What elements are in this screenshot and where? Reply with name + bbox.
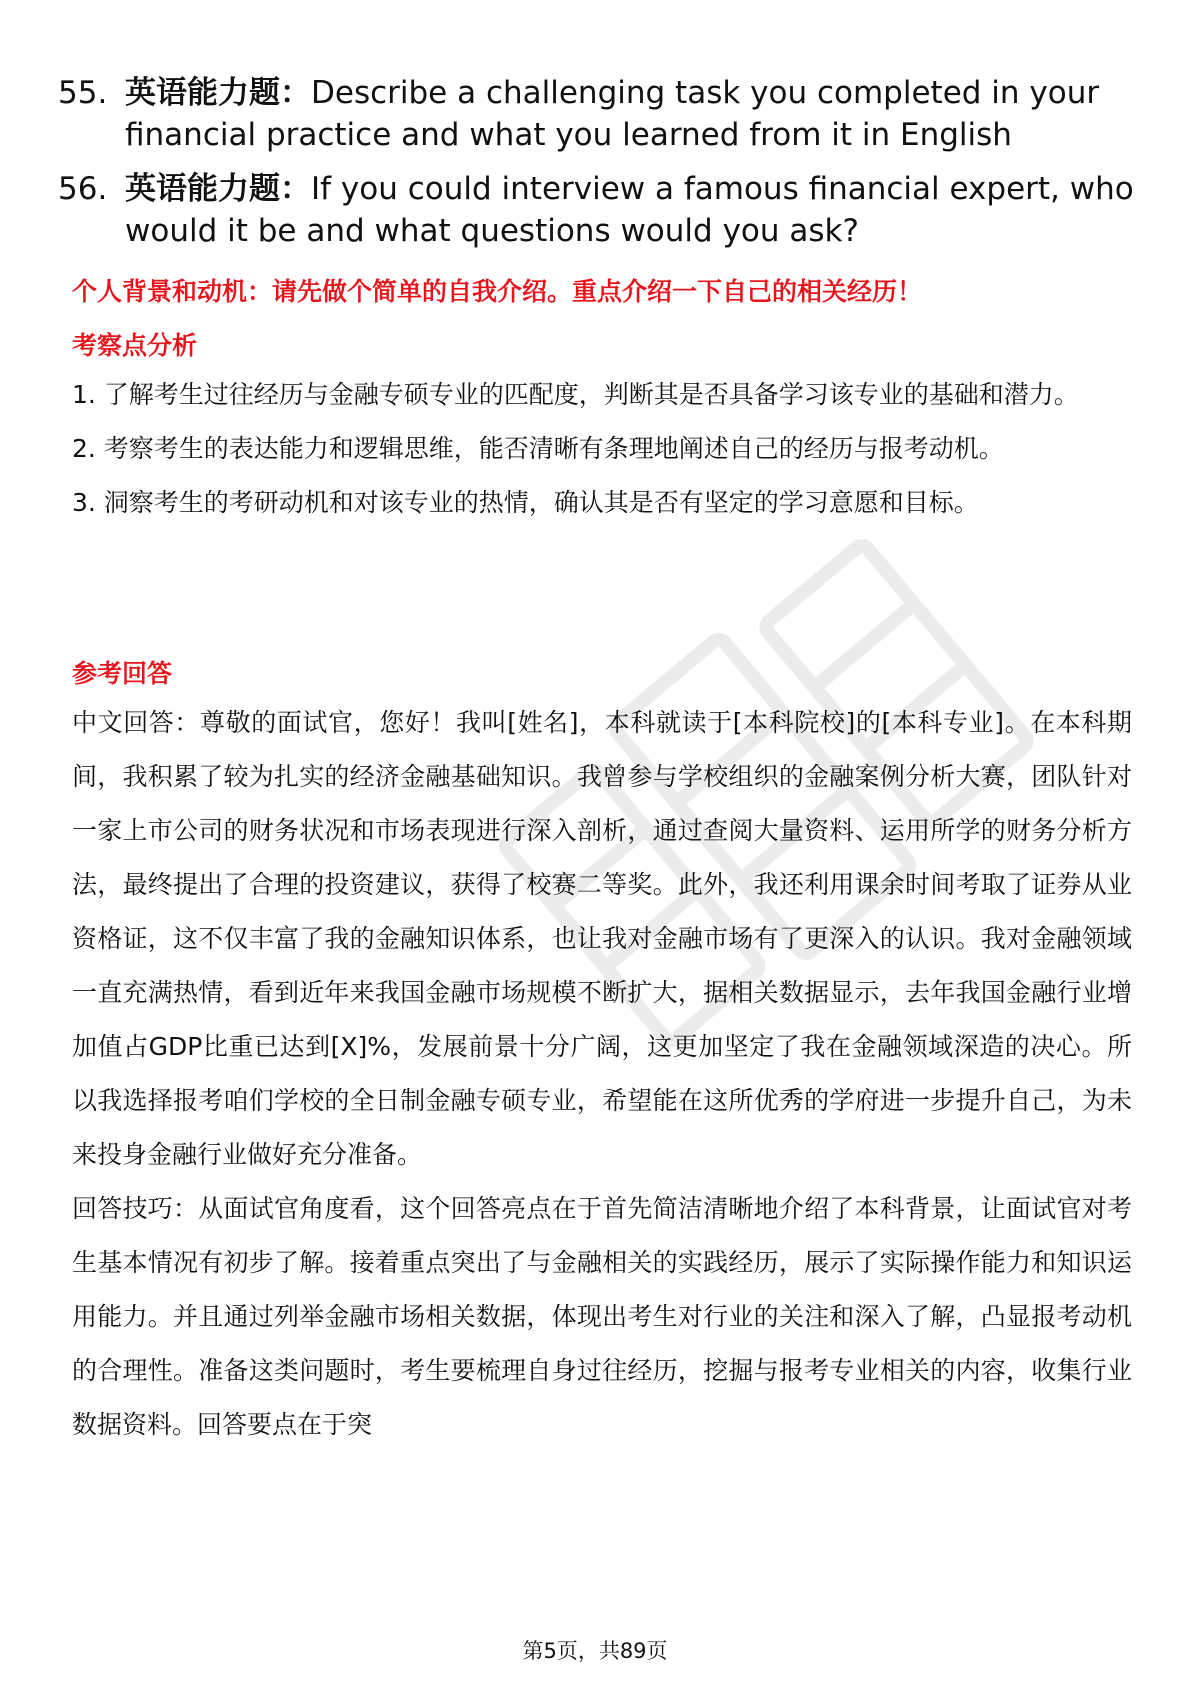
reference-answer: 中文回答：尊敬的面试官，您好！我叫[姓名]，本科就读于[本科院校]的[本科专业]。在本科期间，我积累了较为扎实的经济金融基础知识。我曾参与学校组织的金融案例分析大赛，团队针对一家上市公司的财务状况和市场表现进行深入剖析，通过查阅大量资料、运用所学的财务分析方法，最终提出了合理的投资建议，获得了校赛二等奖。此外，我还利用课余时间考取了证券从业资格证，这不仅丰富了我的金融知识体系，也让我对金融市场有了更深入的认识。我对金融领域一直充满热情，看到近年来我国金融市场规模不断扩大，据相关数据显示，去年我国金融行业增加值占GDP比重已达到[X]%，发展前景十分广阔，这更加坚定了我在金融领域深造的决心。所以我选择报考咱们学校的全日制金融专硕专业，希望能在这所优秀的学府进一步提升自己，为未来投身金融行业做好充分准备。 bbox=[72, 708, 1132, 1169]
analysis-point: 1. 了解考生过往经历与金融专硕专业的匹配度，判断其是否具备学习该专业的基础和潜力。 bbox=[72, 380, 1079, 409]
reference-answer-block bbox=[72, 696, 1132, 1452]
question-number: 55. bbox=[58, 75, 108, 111]
analysis-heading: 考察点分析 bbox=[72, 331, 198, 360]
question-tag: 英语能力题： bbox=[125, 75, 311, 111]
analysis-point: 3. 洞察考生的考研动机和对该专业的热情，确认其是否有坚定的学习意愿和目标。 bbox=[72, 488, 979, 517]
analysis-points bbox=[72, 368, 1132, 530]
question-55 bbox=[58, 72, 1138, 156]
question-text: Describe a challenging task you completed in your financial practice and what you learned from it in English bbox=[125, 75, 1100, 153]
analysis-point: 2. 考察考生的表达能力和逻辑思维，能否清晰有条理地阐述自己的经历与报考动机。 bbox=[72, 434, 1004, 463]
main-question-title: 个人背景和动机：请先做个简单的自我介绍。重点介绍一下自己的相关经历！ bbox=[72, 277, 923, 306]
question-56 bbox=[58, 168, 1138, 252]
reference-heading: 参考回答 bbox=[72, 659, 173, 688]
answer-tips: 回答技巧：从面试官角度看，这个回答亮点在于首先简洁清晰地介绍了本科背景，让面试官对考生基本情况有初步了解。接着重点突出了与金融相关的实践经历，展示了实际操作能力和知识运用能力。并且通过列举金融市场相关数据，体现出考生对行业的关注和深入了解，凸显报考动机的合理性。准备这类问题时，考生要梳理自身过往经历，挖掘与报考专业相关的内容，收集行业数据资料。回答要点在于突 bbox=[72, 1194, 1132, 1439]
page-number: 第5页，共89页 bbox=[522, 1639, 668, 1663]
question-tag: 英语能力题： bbox=[125, 171, 311, 207]
question-text: If you could interview a famous financial expert, who would it be and what questions would you ask? bbox=[125, 171, 1134, 249]
question-number: 56. bbox=[58, 171, 108, 207]
english-question-list bbox=[58, 72, 1138, 264]
